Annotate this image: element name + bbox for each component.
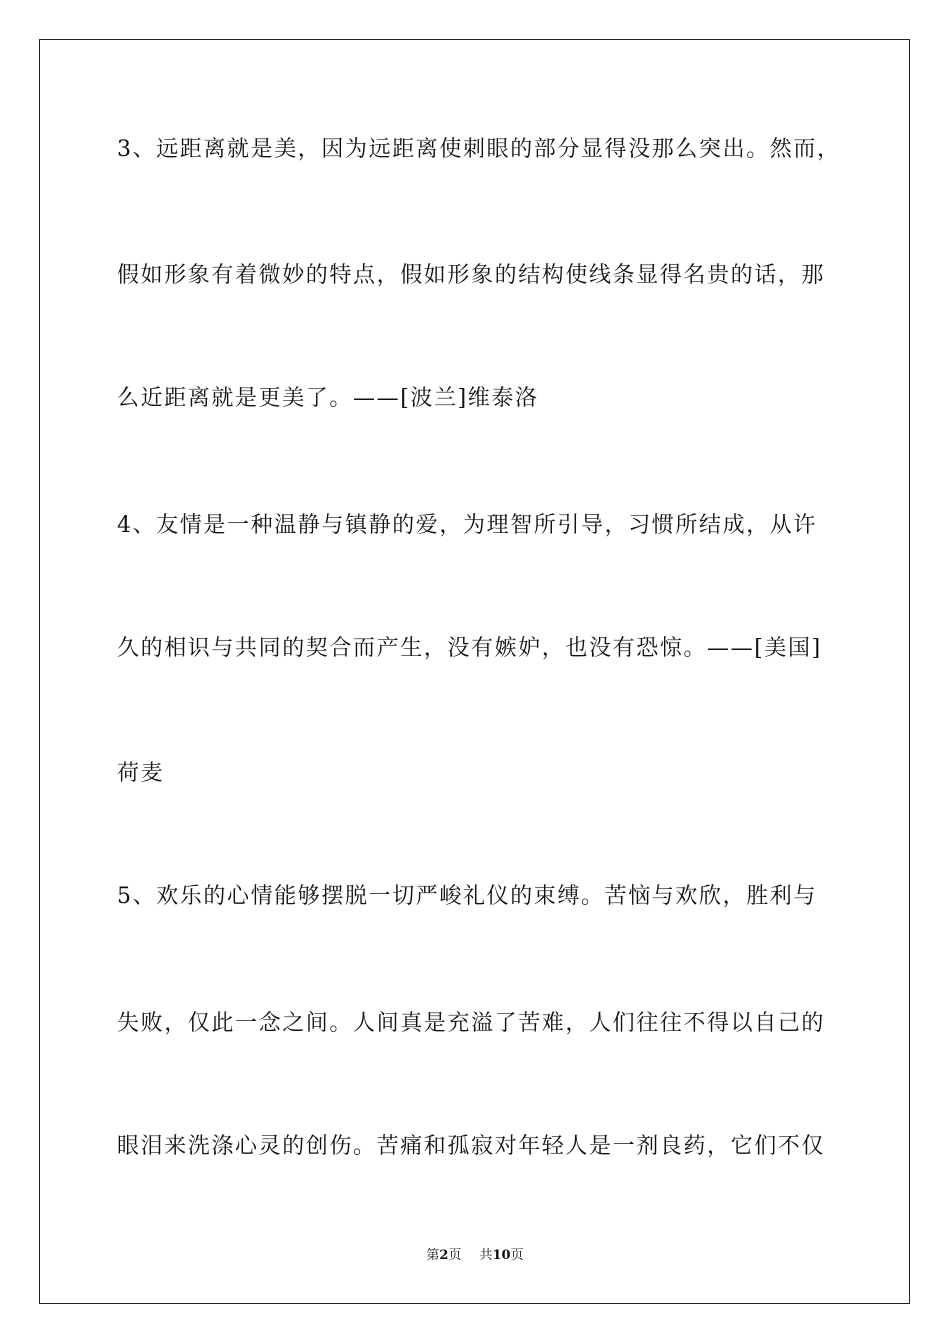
text-line-8: 失败，仅此一念之间。人间真是充溢了苦难，人们往往不得以自己的 (117, 1011, 826, 1036)
page-prefix: 第 (426, 1248, 440, 1263)
total-pages: 10 (492, 1248, 511, 1263)
text-line-9: 眼泪来洗涤心灵的创伤。苦痛和孤寂对年轻人是一剂良药，它们不仅 (117, 1134, 826, 1159)
text-line-4: 4、友情是一种温静与镇静的爱，为理智所引导，习惯所结成，从许 (117, 513, 817, 538)
text-line-5: 久的相识与共同的契合而产生，没有嫉妒，也没有恐惊。——[美国] (117, 636, 822, 661)
page-footer (0, 1248, 950, 1264)
total-suffix: 页 (510, 1248, 524, 1263)
text-line-3: 么近距离就是更美了。——[波兰]维泰洛 (117, 386, 539, 411)
text-line-2: 假如形象有着微妙的特点，假如形象的结构使线条显得名贵的话，那 (117, 263, 826, 288)
text-line-7: 5、欢乐的心情能够摆脱一切严峻礼仪的束缚。苦恼与欢欣，胜利与 (117, 884, 817, 909)
page-border (39, 39, 910, 1304)
page-number: 2 (439, 1248, 449, 1263)
text-line-6: 荷麦 (117, 761, 165, 786)
total-prefix: 共 (479, 1248, 493, 1263)
text-line-1: 3、远距离就是美，因为远距离使刺眼的部分显得没那么突出。然而， (117, 137, 841, 162)
page-suffix: 页 (448, 1248, 462, 1263)
